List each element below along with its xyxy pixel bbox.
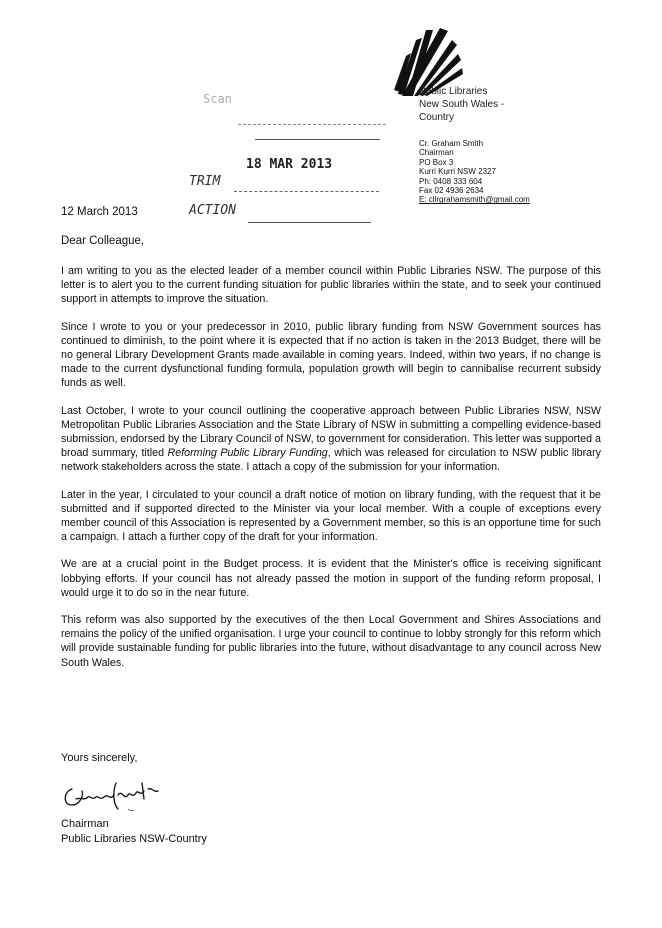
stamp-action: ACTION bbox=[189, 203, 236, 218]
org-name bbox=[419, 85, 504, 124]
signatory-org: Public Libraries NSW-Country bbox=[61, 833, 207, 845]
handwritten-signature bbox=[58, 775, 178, 817]
stamp-received-date: 18 MAR 2013 bbox=[246, 157, 333, 172]
paragraph-4: Later in the year, I circulated to your council a draft notice of motion on library funding, with the request that it be submitted and if supported directed to the Minister via your local member. With a couple of exceptions every member council of this Association is represented by a Government member, so this is an opportune time for such a campaign. I attach a further copy of the draft for your information. bbox=[61, 488, 601, 544]
paragraph-1: I am writing to you as the elected leader of a member council within Public Libraries NSW. The purpose of this letter is to alert you to the current funding situation for public libraries within the state, and to seek your continued support in attempts to improve the situation. bbox=[61, 265, 601, 306]
stamp-line bbox=[238, 124, 386, 125]
publication-title: Reforming Public Library Funding bbox=[167, 447, 328, 460]
paragraph-5: We are at a crucial point in the Budget process. It is evident that the Minister's office is receiving significant lobbying efforts. If your council has not already passed the motion in support of the funding reform proposal, I would urge it to do so in the near future. bbox=[61, 558, 601, 599]
signatory-block bbox=[61, 817, 207, 847]
org-line-3: Country bbox=[419, 112, 455, 123]
contact-name: Cr. Graham Smith bbox=[419, 139, 484, 148]
stamp-line bbox=[234, 191, 379, 192]
org-line-2: New South Wales - bbox=[419, 99, 505, 110]
paragraph-3-end: , which was released for circulation to NSW public library network stakeholders across the state. I attach a copy of the submission for your information. bbox=[61, 447, 601, 474]
paragraph-6: This reform was also supported by the executives of the then Local Government and Shires Associations and remains the policy of the unified organisation. I urge your council to continue to lobby strongly for this reform which will provide sustainable funding for public libraries into the future, without disadvantage to any council across New South Wales. bbox=[61, 614, 602, 669]
paragraph-3 bbox=[61, 404, 601, 475]
closing: Yours sincerely, bbox=[61, 752, 138, 764]
contact-po-box: PO Box 3 bbox=[419, 157, 454, 167]
contact-address: Kurri Kurri NSW 2327 bbox=[419, 167, 496, 177]
paragraph-2: Since I wrote to you or your predecessor in 2010, public library funding from NSW Government sources has continued to diminish, to the point where it is expected that if no action is taken in the 2013 Budget, there will be no general Library Development Grants made available in coming years. Indeed, within two years, if no change is made to the current dysfunctional funding formula, population growth will begin to cannibalise recurrent subsidy funds as well. bbox=[61, 320, 601, 390]
contact-block bbox=[419, 139, 530, 205]
letter-body bbox=[61, 264, 601, 683]
contact-role: Chairman bbox=[419, 148, 454, 158]
contact-fax: Fax 02 4936 2634 bbox=[419, 186, 484, 196]
stamp-trim: TRIM bbox=[189, 174, 221, 189]
letter-date: 12 March 2013 bbox=[61, 206, 138, 218]
contact-email: E: cllrgrahamsmith@gmail.com bbox=[419, 195, 530, 205]
stamp-line bbox=[248, 222, 371, 223]
signatory-title: Chairman bbox=[61, 818, 109, 830]
stamp-line bbox=[255, 139, 380, 140]
contact-phone: Ph: 0408 333 604 bbox=[419, 176, 483, 186]
stamp-scan: Scan bbox=[203, 92, 232, 106]
org-line-1: Public Libraries bbox=[419, 86, 488, 97]
paragraph-3-start: Last October, I wrote to your council outlining the cooperative approach between Public Libraries NSW, NSW Metropolitan Public Libraries Association and the State Library of NSW in submitting a compelling evidence-based submission, endorsed by the Library Council of NSW, to government for consideration. This letter was supported a broad summary, titled bbox=[61, 404, 601, 460]
salutation: Dear Colleague, bbox=[61, 235, 145, 247]
